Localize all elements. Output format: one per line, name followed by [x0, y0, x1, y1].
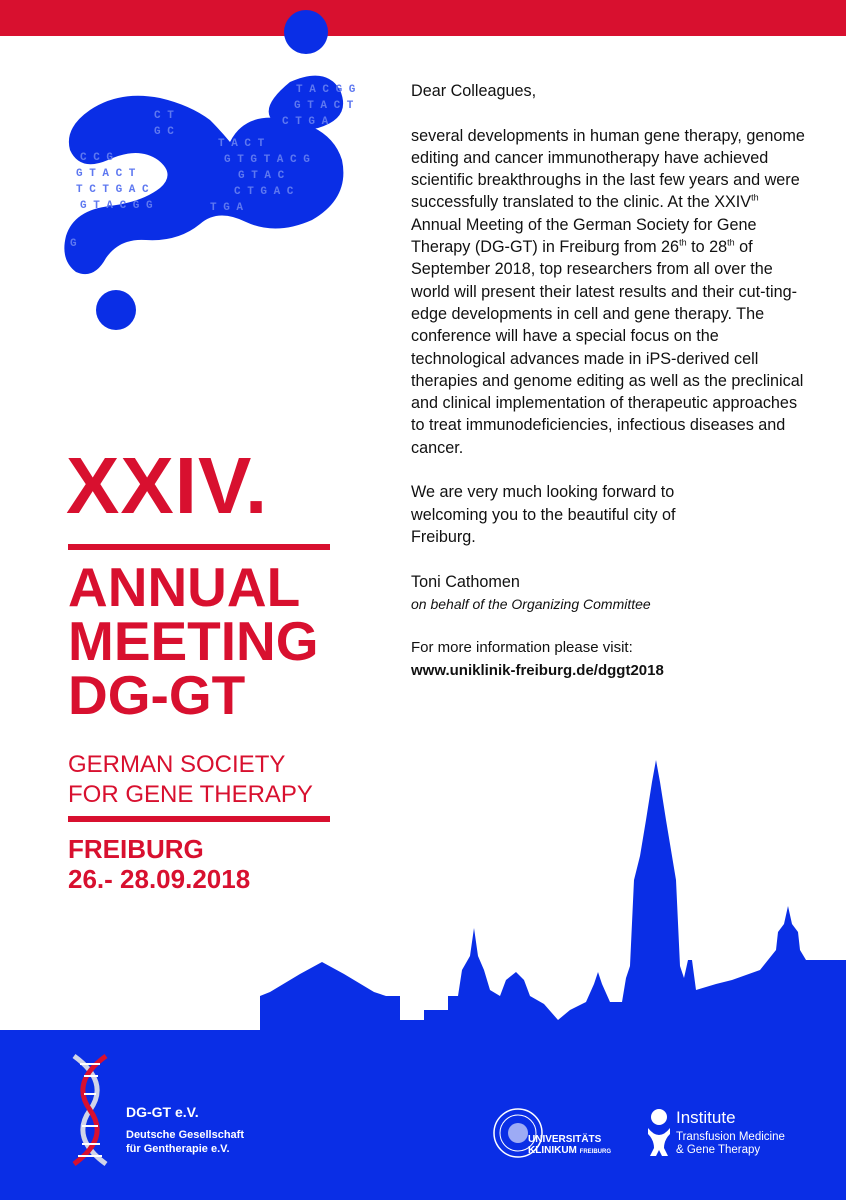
paragraph-2: We are very much looking forward to welcoming you to the beautiful city of Freiburg.	[411, 483, 676, 546]
city-name: FREIBURG	[68, 834, 204, 864]
svg-text:G T A C: G T A C	[238, 170, 285, 182]
society-name: GERMAN SOCIETY FOR GENE THERAPY	[68, 751, 313, 808]
event-dates: 26.- 28.09.2018	[68, 864, 251, 894]
svg-text:G T A C T: G T A C T	[76, 168, 136, 180]
svg-text:C C G: C C G	[80, 152, 114, 164]
svg-text:T C T G A C: T C T G A C	[76, 184, 149, 196]
svg-text:G C: G C	[154, 126, 174, 138]
greeting: Dear Colleagues,	[411, 82, 537, 100]
institute-figure-icon	[646, 1108, 672, 1158]
svg-text:G T G T A C G: G T G T A C G	[224, 154, 310, 166]
dggt-logo-subtitle: Deutsche Gesellschaft für Gentherapie e.V.	[126, 1129, 244, 1155]
svg-text:C T: C T	[154, 110, 174, 122]
title-line-dggt: DG-GT	[68, 664, 246, 726]
paragraph-1: several developments in human gene therapy, genome editing and cancer immunotherapy have achieved scientific breakthroughs in the last few years and were successfully translated to the clinic. At the XXIVth Annual Meeting of the German Society for Gene Therapy (DG-GT) in Freiburg from 26th to 28th of September 2018, top researchers from all over the world will present their latest results and their cut-ting-edge developments in cell and gene therapy. The conference will have a special focus on the technological advances made in iPS-derived cell therapies and genome editing as well as the preclinical and clinical implementation of therapeutic approaches to treat immunodeficiencies, infectious diseases and cancer.	[411, 126, 805, 457]
svg-text:G: G	[70, 238, 77, 250]
institute-title: Institute	[676, 1108, 736, 1127]
freiburg-skyline	[0, 760, 846, 1050]
letter-body	[411, 80, 811, 682]
svg-text:G T A C T: G T A C T	[294, 100, 354, 112]
university-clinic-name: UNIVERSITÄTS KLINIKUM FREIBURG	[528, 1134, 612, 1156]
svg-text:T G A: T G A	[210, 202, 244, 214]
institute-subtitle: Transfusion Medicine & Gene Therapy	[676, 1131, 785, 1156]
title-line-annual: ANNUAL	[68, 556, 301, 618]
title-rule-top	[68, 544, 330, 550]
svg-text:G T A C G G: G T A C G G	[80, 200, 153, 212]
meeting-title	[68, 556, 319, 726]
svg-text:C T G A C: C T G A C	[234, 186, 294, 198]
svg-text:C T G A: C T G A	[282, 116, 329, 128]
svg-text:T A C G G: T A C G G	[296, 84, 356, 96]
dna-helix-icon	[62, 1052, 118, 1168]
info-url[interactable]: www.uniklinik-freiburg.de/dggt2018	[411, 661, 664, 679]
signature-role: on behalf of the Organizing Committee	[411, 595, 651, 612]
molecule-graphic	[50, 10, 360, 340]
title-line-meeting: MEETING	[68, 610, 319, 672]
edition-number: XXIV.	[66, 441, 269, 530]
signature-name: Toni Cathomen	[411, 572, 520, 591]
svg-text:T A C T: T A C T	[218, 138, 265, 150]
info-label: For more information please visit:	[411, 639, 633, 657]
dggt-logo-name: DG-GT e.V.	[126, 1104, 199, 1120]
